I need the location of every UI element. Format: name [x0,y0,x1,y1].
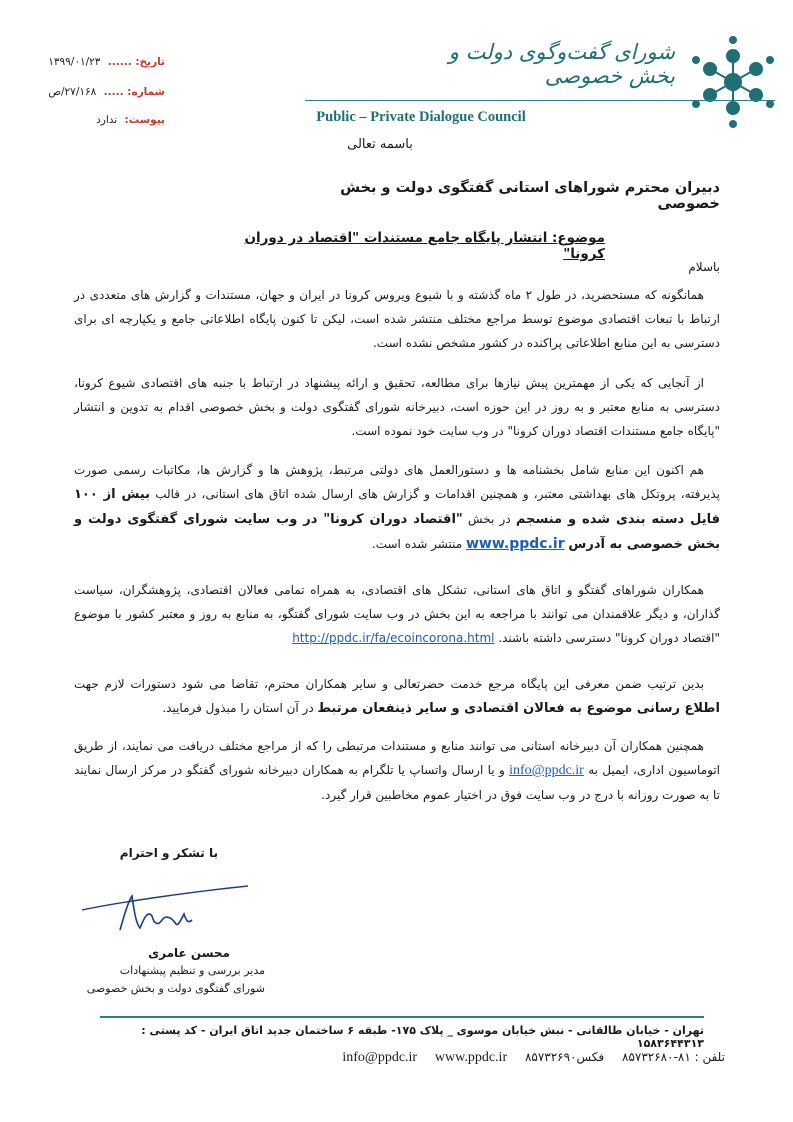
footer-contact [195,1050,725,1066]
attachment-value: ندارد [96,114,118,126]
subject-line: موضوع: انتشار پایگاه جامع مستندات "اقتصاد در دوران کرونا" [244,230,605,262]
closing-thanks: با تشکر و احترام [119,846,218,860]
paragraph-5-text-c: در آن استان را مبذول فرمایید. [162,701,314,715]
paragraph-4-text: همکاران شوراهای گفتگو و اتاق های استانی، تشکل های اقتصادی، به همراه تمامی فعالان اقتصادی، پژوهشگران، سیاست گذاران، و دیگر علاقمندان می توانند با مراجعه به این بخش در وب سایت شورای گفتگو، به منابع به روز و معتبر کشور با موضوع "اقتصاد دوران کرونا" دسترسی داشته باشند. [74,583,720,645]
paragraph-5-text-a: بدین ترتیب ضمن معرفی این پایگاه مرجع خدمت حضرتعالی و سایر همکاران محترم، تقاضا می شود دستورات لازم جهت [74,677,704,691]
footer-email[interactable]: info@ppdc.ir [342,1050,418,1065]
paragraph-6 [74,734,720,807]
paragraph-3 [74,458,720,557]
paragraph-3-text-c: در بخش [467,512,511,526]
date-field [30,56,165,74]
footer-fax: فکس۸۵۷۳۲۶۹۰ [524,1050,605,1064]
greeting: باسلام [688,260,720,274]
footer-address: تهران - خیابان طالقانی - نبش خیابان موسوی _ پلاک ۱۷۵- طبقه ۶ ساختمان جدید اتاق ایران - کد پستی : ۱۵۸۳۶۴۴۳۱۳ [141,1024,704,1050]
ecoincorona-link[interactable]: http://ppdc.ir/fa/ecoincorona.html [292,631,495,645]
paragraph-5 [74,672,720,721]
header-divider [305,100,775,101]
attachment-field [30,114,165,132]
paragraph-5-highlight: اطلاع رسانی موضوع به فعالان اقتصادی و سایر ذینفعان مرتبط [317,701,720,716]
attachment-label: پیوست: [124,114,165,126]
council-logo [688,34,778,130]
council-name-english: Public – Private Dialogue Council [316,109,526,125]
footer-divider [100,1016,704,1018]
email-link[interactable]: info@ppdc.ir [509,763,584,778]
date-value: ۱۳۹۹/۰۱/۲۳ [48,56,101,68]
paragraph-6-text-a: همچنین همکاران آن دبیرخانه استانی می توانند منابع و مستندات مرتبطی را که از مراجع مختلف دریافت می نمایند، از طریق اتوماسیون اداری، ایمیل به [74,739,720,777]
signer-title-line-1: مدیر بررسی و تنظیم پیشنهادات [119,964,265,977]
signer-name: محسن عامری [148,946,230,960]
number-field [30,86,165,104]
website-link[interactable]: www.ppdc.ir [465,536,565,552]
footer-website[interactable]: www.ppdc.ir [434,1050,508,1065]
paragraph-3-highlight-section: "اقتصاد دوران کرونا" در وب سایت شورای گفتگوی دولت و بخش خصوصی به آدرس [74,512,720,552]
recipient: دبیران محترم شوراهای استانی گفتگوی دولت و بخش خصوصی [340,180,720,212]
paragraph-1: همانگونه که مستحضرید، در طول ۲ ماه گذشته و با شیوع ویروس کرونا در ایران و جهان، مستندات و گزارش های متعددی در ارتباط با تبعات اقتصادی موضوع توسط مراجع مختلف منتشر شده است، لیکن تا کنون پایگاه اطلاعاتی جامع و یکپارچه ای برای دسترسی به این منابع اطلاعاتی پراکنده در کشور مشخص نشده است. [74,288,720,350]
handwritten-signature [80,880,250,940]
number-value: ۲۷/۱۶۸/ص [48,86,97,98]
bismillah: باسمه تعالی [347,137,413,152]
number-label: شماره: ..... [103,86,165,98]
paragraph-3-text-e: منتشر شده است. [371,537,463,551]
council-name-persian: شورای گفت‌وگوی دولت و بخش خصوصی [448,40,675,88]
footer-phone: تلفن : ۸۱-۸۵۷۳۲۶۸۰ [622,1050,725,1064]
paragraph-3-highlight-files: بیش از ۱۰۰ فایل دسته بندی شده و منسجم [74,487,720,527]
signer-title-line-2: شورای گفتگوی دولت و بخش خصوصی [86,982,265,995]
date-label: تاریخ: ...... [107,56,165,68]
paragraph-3-text-a: هم اکنون این منابع شامل بخشنامه ها و دستورالعمل های دولتی مرتبط، پژوهش ها و گزارش ها، مکاتبات رسمی صورت پذیرفته، پروتکل های بهداشتی معتبر، و همچنین اقدامات و گزارش های ارسال شده اتاق های استانی، در قالب [74,463,720,501]
paragraph-4 [74,578,720,650]
paragraph-6-text-b: و یا ارسال واتساپ یا تلگرام به همکاران دبیرخانه شورای گفتگو در مرکز ارسال نمایند تا به صورت روزانه با درج در وب سایت فوق در اختیار عموم مخاطبین قرار گیرد. [74,763,720,802]
paragraph-2: از آنجایی که یکی از مهمترین پیش نیازها برای مطالعه، تحقیق و ارائه پیشنهاد در ارتباط با جنبه های اقتصادی شیوع کرونا، دسترسی به منابع معتبر و به روز در این حوزه است، دبیرخانه شورای گفتگوی دولت و بخش خصوصی اقدام به تدوین و انتشار "پایگاه جامع مستندات اقتصاد دوران کرونا" در وب سایت خود نموده است. [74,376,720,438]
